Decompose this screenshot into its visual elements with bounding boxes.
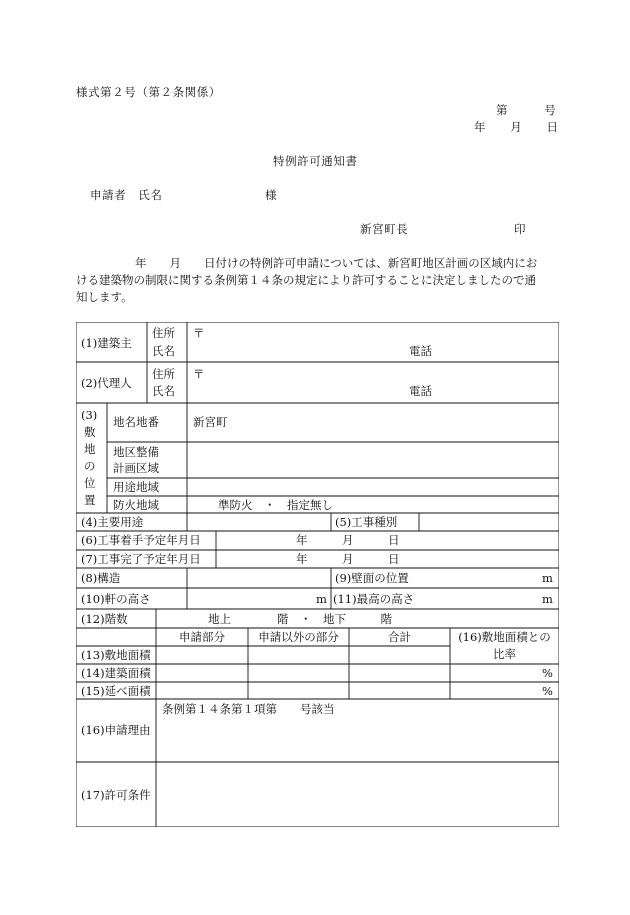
issuer-name: 新宮町長 — [360, 222, 409, 236]
site-label-5: 位 — [84, 476, 96, 490]
reason-text: 条例第１４条第１項第 号該当 — [162, 702, 335, 716]
lot-value: 新宮町 — [193, 415, 228, 429]
col-other-header: 申請以外の部分 — [258, 630, 339, 644]
max-height-unit: m — [542, 592, 553, 606]
form-number: 様式第２号（第２条関係） — [76, 85, 221, 99]
reason-label: (16)申請理由 — [81, 723, 151, 737]
floor-area-label: (15)延べ面積 — [81, 684, 151, 698]
wall-position-unit: m — [542, 571, 553, 585]
site-label-1: (3) — [81, 408, 98, 422]
site-label-3: 地 — [84, 442, 96, 456]
floors-label: (12)階数 — [81, 612, 128, 626]
ratio-header-2: 比率 — [493, 647, 516, 661]
document-title: 特例許可通知書 — [273, 154, 358, 168]
conditions-label: (17)許可条件 — [81, 788, 151, 802]
document-number: 第 号 — [496, 103, 557, 117]
building-area-label: (14)建築面積 — [81, 666, 151, 680]
site-area-label: (13)敷地面積 — [81, 648, 151, 662]
body-text-line-2: ける建築物の制限に関する条例第１４条の規定により許可することに決定しましたので通 — [76, 273, 536, 287]
owner-phone-label: 電話 — [409, 344, 432, 358]
fire-zone-value: 準防火 ・ 指定無し — [218, 498, 333, 512]
issue-date: 年 月 日 — [474, 120, 559, 134]
owner-name-label: 氏名 — [152, 344, 175, 358]
end-date-label: (7)工事完了予定年月日 — [81, 552, 201, 566]
body-text-line-1: 年 月 日付けの特例許可申請については、新宮町地区計画の区域内にお — [135, 256, 538, 270]
applicant-label: 申請者 氏名 — [90, 188, 163, 202]
max-height-label: (11)最高の高さ — [333, 592, 415, 606]
work-type-label: (5)工事種別 — [335, 515, 398, 529]
district-label-1: 地区整備 — [113, 445, 159, 459]
owner-label: (1)建築主 — [81, 336, 132, 350]
table-grid — [76, 322, 559, 827]
agent-postal-mark: 〒 — [193, 367, 205, 381]
district-label-2: 計画区域 — [113, 461, 159, 475]
site-label-6: 置 — [84, 493, 96, 507]
main-use-label: (4)主要用途 — [81, 515, 144, 529]
end-date-ymd: 年 月 日 — [296, 552, 400, 566]
eave-height-label: (10)軒の高さ — [81, 592, 151, 606]
col-applied-header: 申請部分 — [179, 630, 225, 644]
agent-name-label: 氏名 — [152, 384, 175, 398]
lot-label: 地名地番 — [113, 415, 159, 429]
structure-label: (8)構造 — [81, 571, 121, 585]
fire-zone-label: 防火地域 — [113, 498, 159, 512]
building-area-percent: % — [542, 666, 553, 680]
site-label-2: 敷 — [84, 425, 96, 439]
owner-address-label: 住所 — [152, 326, 175, 340]
owner-postal-mark: 〒 — [193, 326, 205, 340]
col-total-header: 合計 — [388, 630, 411, 644]
floors-value: 地上 階 ・ 地下 階 — [208, 612, 392, 626]
body-text-line-3: 知します。 — [76, 290, 133, 304]
start-date-ymd: 年 月 日 — [296, 533, 400, 547]
agent-phone-label: 電話 — [409, 384, 432, 398]
zoning-label: 用途地域 — [113, 480, 159, 494]
permit-form-table — [76, 322, 559, 827]
eave-height-unit: m — [316, 592, 327, 606]
agent-label: (2)代理人 — [81, 376, 132, 390]
site-label-4: の — [84, 459, 96, 473]
seal-mark: 印 — [514, 222, 526, 236]
wall-position-label: (9)壁面の位置 — [335, 571, 409, 585]
agent-address-label: 住所 — [152, 367, 175, 381]
applicant-honorific: 様 — [265, 188, 277, 202]
floor-area-percent: % — [542, 684, 553, 698]
start-date-label: (6)工事着手予定年月日 — [81, 533, 201, 547]
ratio-header-1: (16)敷地面積との — [458, 630, 551, 644]
